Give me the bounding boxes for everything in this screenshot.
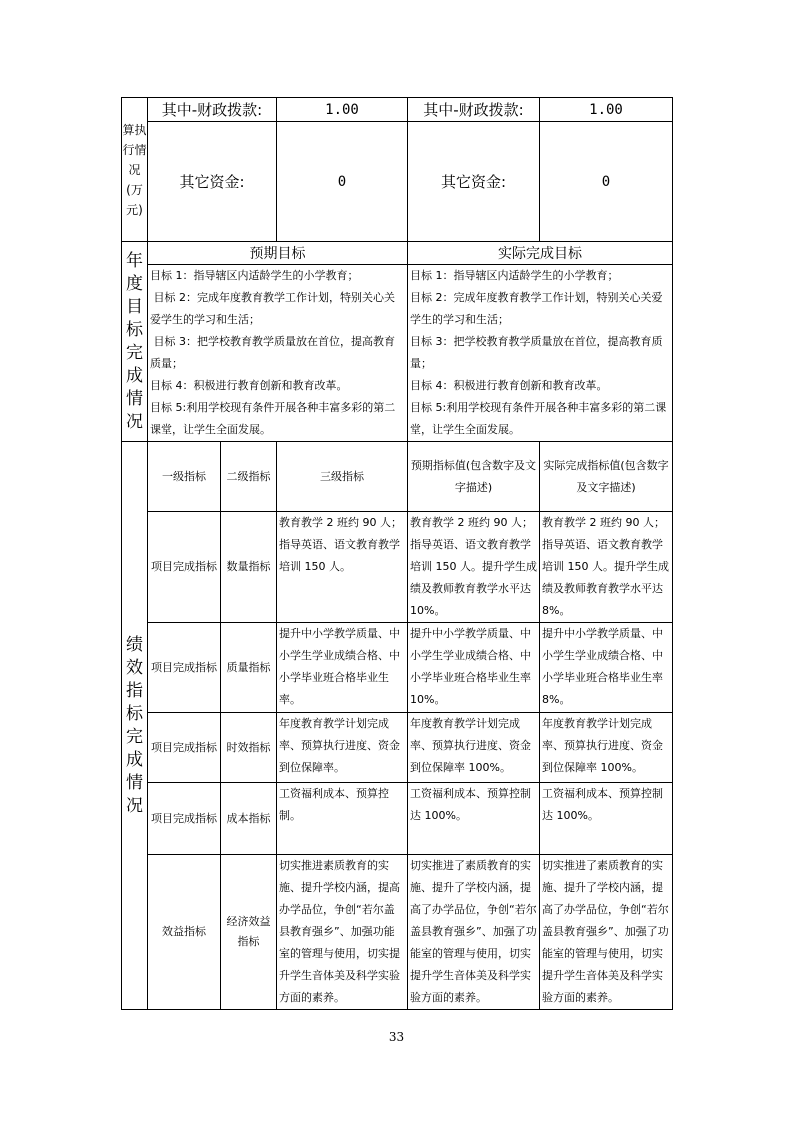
row-level3: 工资福利成本、预算控制。 [277,783,408,855]
other-funds-label-left: 其它资金: [148,122,277,242]
table-row [122,623,673,713]
actual-goals-header: 实际完成目标 [408,242,673,265]
row-level2: 质量指标 [221,623,277,713]
expected-goals-text [148,265,408,442]
row-level3: 教育教学 2 班约 90 人；指导英语、语文教育教学培训 150 人。 [277,512,408,623]
table-row [122,713,673,783]
fiscal-value-right: 1.00 [540,98,673,122]
row-level3: 提升中小学教学质量、中小学生学业成绩合格、中小学毕业班合格毕业生率。 [277,623,408,713]
row-level3: 切实推进素质教育的实施、提升学校内涵，提高办学品位，争创“若尔盖县教育强乡”、加强功能室的管理与使用，切实提升学生音体美及科学实验方面的素养。 [277,855,408,1010]
row-level1: 项目完成指标 [148,713,221,783]
row-expected: 教育教学 2 班约 90 人；指导英语、语文教育教学培训 150 人。提升学生成绩及教师教育教学水平达 10%。 [408,512,540,623]
row-expected: 提升中小学教学质量、中小学生学业成绩合格、中小学毕业班合格毕业生率 10%。 [408,623,540,713]
table-row [122,512,673,623]
row-level2: 经济效益指标 [221,855,277,1010]
row-level3: 年度教育教学计划完成率、预算执行进度、资金到位保障率。 [277,713,408,783]
row-actual: 教育教学 2 班约 90 人；指导英语、语文教育教学培训 150 人。提升学生成绩及教师教育教学水平达 8%。 [540,512,673,623]
header-actual: 实际完成指标值(包含数字及文字描述) [540,442,673,512]
fiscal-label-right: 其中-财政拨款: [408,98,540,122]
header-expected: 预期指标值(包含数字及文字描述) [408,442,540,512]
row-level2: 成本指标 [221,783,277,855]
row-level1: 效益指标 [148,855,221,1010]
other-funds-label-right: 其它资金: [408,122,540,242]
row-expected: 切实推进了素质教育的实施、提升了学校内涵，提高了办学品位，争创“若尔盖县教育强乡”、加强了功能室的管理与使用，切实提升学生音体美及科学实验方面的素养。 [408,855,540,1010]
annual-goals-side-label: 年度目标完成情况 [122,242,148,442]
row-actual: 提升中小学教学质量、中小学生学业成绩合格、中小学毕业班合格毕业生率 8%。 [540,623,673,713]
row-level1: 项目完成指标 [148,512,221,623]
actual-goals-text [408,265,673,442]
header-level1: 一级指标 [148,442,221,512]
row-actual: 切实推进了素质教育的实施、提升了学校内涵，提高了办学品位，争创“若尔盖县教育强乡”、加强了功能室的管理与使用，切实提升学生音体美及科学实验方面的素养。 [540,855,673,1010]
fiscal-value-left: 1.00 [277,98,408,122]
row-actual: 工资福利成本、预算控制达 100%。 [540,783,673,855]
header-level2: 二级指标 [221,442,277,512]
table-row [122,855,673,1010]
performance-side-label: 绩效指标完成情况 [122,442,148,1010]
row-actual: 年度教育教学计划完成率、预算执行进度、资金到位保障率 100%。 [540,713,673,783]
actual-goals-body: 目标 1：指导辖区内适龄学生的小学教育； 目标 2：完成年度教育教学工作计划，特别关心关爱学生的学习和生活； 目标 3：把学校教育教学质量放在首位，提高教育质量； 目标 4：积极进行教育创新和教育改革。 目标 5:利用学校现有条件开展各种丰富多彩的第二课堂，让学生全面发展。 [410,269,667,436]
expected-goals-header: 预期目标 [148,242,408,265]
budget-side-label: 算执行情况(万元) [122,98,148,242]
fiscal-label-left: 其中-财政拨款: [148,98,277,122]
row-level1: 项目完成指标 [148,783,221,855]
row-level2: 数量指标 [221,512,277,623]
table-row [122,783,673,855]
row-level1: 项目完成指标 [148,623,221,713]
performance-table [121,97,673,1010]
row-expected: 工资福利成本、预算控制达 100%。 [408,783,540,855]
row-level2: 时效指标 [221,713,277,783]
other-funds-value-left: 0 [277,122,408,242]
other-funds-value-right: 0 [540,122,673,242]
header-level3: 三级指标 [277,442,408,512]
page-number: 33 [388,1030,405,1044]
expected-goals-body: 目标 1：指导辖区内适龄学生的小学教育； 目标 2：完成年度教育教学工作计划，特别关心关爱学生的学习和生活； 目标 3：把学校教育教学质量放在首位，提高教育质量； 目标 4：积极进行教育创新和教育改革。 目标 5:利用学校现有条件开展各种丰富多彩的第二课堂，让学生全面发展。 [150,269,396,436]
row-expected: 年度教育教学计划完成率、预算执行进度、资金到位保障率 100%。 [408,713,540,783]
